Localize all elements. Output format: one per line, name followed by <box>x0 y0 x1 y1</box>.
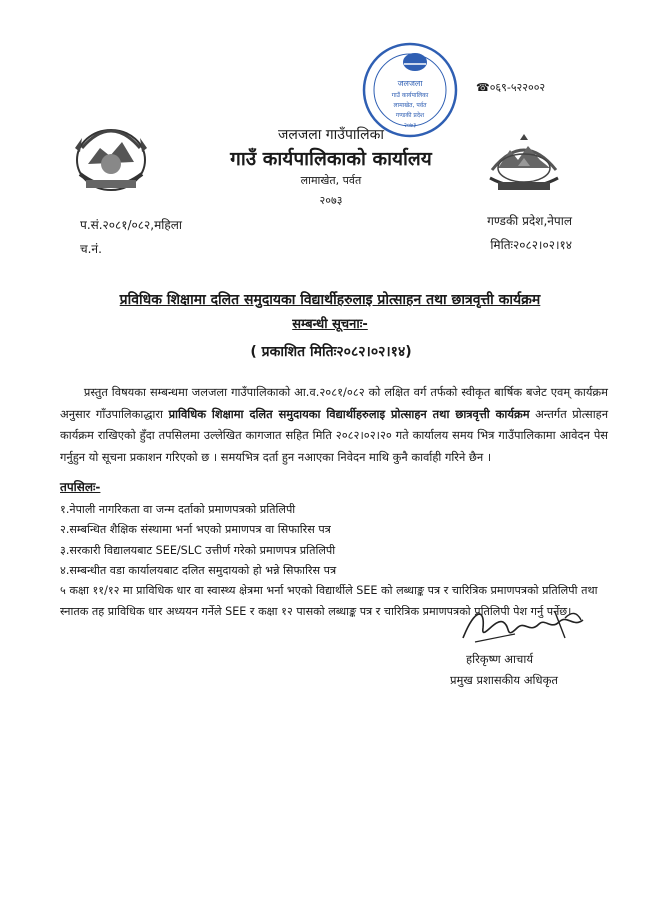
notice-title-line1: प्रविधिक शिक्षामा दलित समुदायका विद्यार्थीहरुलाइ प्रोत्साहन तथा छात्रवृत्ती कार्यक्रम <box>119 292 541 308</box>
province-name: गण्डकी प्रदेश,नेपाल <box>487 214 572 228</box>
notice-body-part2: अन्तर्गत प्रोत्साहन कार्यक्रम राखिएको हुँदा तपसिलमा उल्लेखित कागजात सहित मिति २०८२।०२।२० गते कार्यालय समय भित्र गाउँपालिकामा आवेदन पेस गर्नुहुन यो सूचना प्रकाशन गरिएको छ । समयभित्र दर्ता हुन नआएका निवेदन माथि कुनै कार्वाही गरिने छैन । <box>60 406 609 464</box>
notice-body <box>60 382 608 468</box>
list-item: ५ कक्षा ११/१२ मा प्राविधिक धार वा स्वास्थ्य क्षेत्रमा भर्ना भएको विद्यार्थीले SEE को लब्धाङ्क पत्र र चारित्रिक प्रमाणपत्रको प्रतिलिपी तथा स्नातक तह प्राविधिक धार अध्ययन गर्नेले SEE र कक्षा १२ पासको लब्धाङ्क पत्र र चारित्रिक प्रमाणपत्रको प्रतिलिपी पेश गर्नु पर्नेछ। <box>60 584 598 618</box>
list-item: १.नेपाली नागरिकता वा जन्म दर्ताको प्रमाणपत्रको प्रतिलिपी <box>60 503 296 516</box>
notice-title-line2: सम्बन्धी सूचनाः- <box>292 317 368 332</box>
list-item: ३.सरकारी विद्यालयबाट SEE/SLC उत्तीर्ण गरेको प्रमाणपत्र प्रतिलिपी <box>60 544 336 557</box>
letter-date: मितिः२०८२।०२।१४ <box>490 238 572 252</box>
office-address: लामाखेत, पर्वत <box>300 174 362 187</box>
svg-text:२०७३: २०७३ <box>403 122 417 129</box>
svg-text:जलजला: जलजला <box>397 79 423 88</box>
phone-number: ☎०६९-५२२००२ <box>476 81 546 94</box>
dispatch-number: च.नं. <box>80 242 102 256</box>
details-heading: तपसिलः- <box>60 480 101 494</box>
signatory-name: हरिकृष्ण आचार्य <box>466 652 533 666</box>
office-title: गाउँ कार्यपालिकाको कार्यालय <box>230 148 432 170</box>
signatory-title: प्रमुख प्रशासकीय अधिकृत <box>450 673 558 687</box>
established-year: २०७३ <box>319 194 343 207</box>
svg-text:गण्डकी प्रदेश: गण्डकी प्रदेश <box>395 112 425 119</box>
svg-text:लामाखेत, पर्वत: लामाखेत, पर्वत <box>393 102 427 109</box>
handwritten-signature <box>455 598 595 658</box>
published-date: ( प्रकाशित मितिः२०८२।०२।१४) <box>250 344 412 360</box>
notice-body-highlight: प्राविधिक शिक्षामा दलित समुदायका विद्यार्थीहरुलाइ प्रोत्साहन तथा छात्रवृत्ती कार्यक्रम <box>168 406 530 421</box>
reference-number: प.सं.२०८१/०८२,महिला <box>80 218 182 232</box>
svg-text:गाउँ कार्यपालिका: गाउँ कार्यपालिका <box>391 92 429 99</box>
municipality-name: जलजला गाउँपालिका <box>277 127 385 143</box>
notice-body-part1: प्रस्तुत विषयका सम्बन्धमा जलजला गाउँपालिकाको आ.व.२०८१/०८२ को लक्षित वर्ग तर्फको स्वीकृत बार्षिक बजेट एवम् कार्यक्रम अनुसार गाँउपालिकाद्धारा <box>60 385 608 421</box>
list-item: २.सम्बन्धित शैक्षिक संस्थामा भर्ना भएको प्रमाणपत्र वा सिफारिस पत्र <box>60 523 331 536</box>
list-item: ४.सम्बन्धीत वडा कार्यालयबाट दलित समुदायको हो भन्ने सिफारिस पत्र <box>60 564 337 577</box>
